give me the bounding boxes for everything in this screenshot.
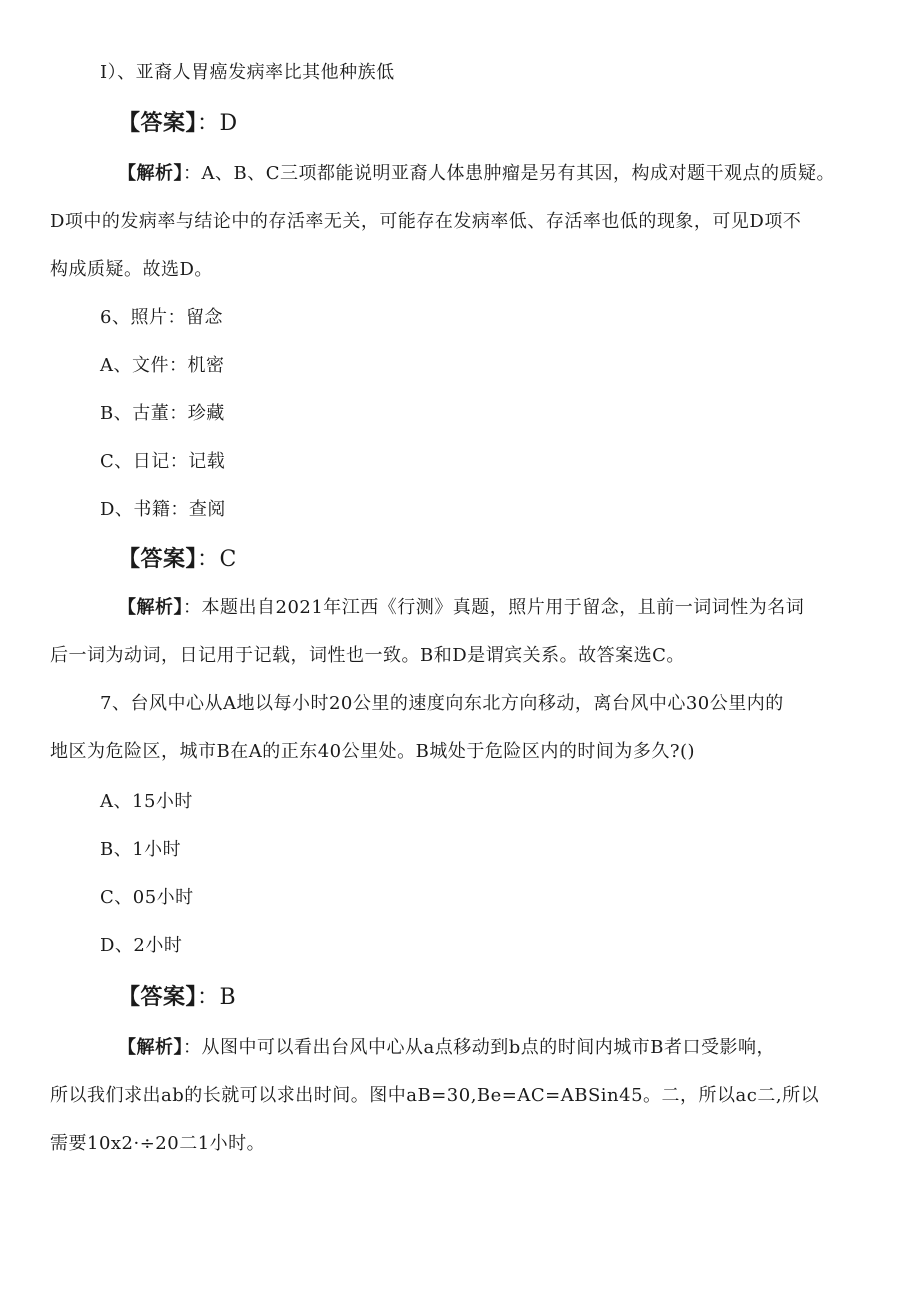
- q7-stem-line-2: 地区为危险区，城市B在A的正东40公里处。B城处于危险区内的时间为多久?(): [50, 741, 696, 762]
- analysis-label: 【解析】: [118, 1037, 183, 1058]
- q6-option-d: D、书籍：查阅: [100, 499, 226, 520]
- analysis-text: ：本题出自2021年江西《行测》真题，照片用于留念，且前一词词性为名词: [183, 597, 805, 618]
- q6-option-c: C、日记：记载: [100, 451, 226, 472]
- q7-analysis-line-3: 需要10x2·÷20二1小时。: [50, 1133, 266, 1154]
- q7-stem-line-1: 7、台风中心从A地以每小时20公里的速度向东北方向移动，离台风中心30公里内的: [100, 693, 784, 714]
- answer-label: 【答案】: [118, 111, 198, 136]
- answer-value: ：D: [197, 111, 238, 136]
- answer-label: 【答案】: [118, 547, 198, 572]
- analysis-label: 【解析】: [118, 597, 183, 618]
- q7-option-d: D、2小时: [100, 935, 183, 956]
- q5-option-d: I）、亚裔人胃癌发病率比其他种族低: [100, 62, 395, 83]
- q7-option-c: C、05小时: [100, 887, 194, 908]
- q6-option-b: B、古董：珍藏: [100, 403, 225, 424]
- q5-analysis-line-2: D项中的发病率与结论中的存活率无关，可能存在发病率低、存活率也低的现象，可见D项不: [50, 211, 802, 232]
- q5-analysis-line-3: 构成质疑。故选D。: [50, 259, 213, 280]
- q7-option-b: B、1小时: [100, 839, 182, 860]
- analysis-label: 【解析】: [118, 163, 183, 184]
- q6-answer: [118, 548, 237, 572]
- q7-option-a: A、15小时: [100, 791, 193, 812]
- q6-analysis-line-1: [118, 596, 804, 620]
- q6-analysis-line-2: 后一词为动词，日记用于记载，词性也一致。B和D是谓宾关系。故答案选C。: [50, 645, 685, 666]
- q7-analysis-line-1: [118, 1036, 775, 1060]
- analysis-text: ：A、B、C三项都能说明亚裔人体患肿瘤是另有其因，构成对题干观点的质疑。: [183, 163, 835, 184]
- q6-option-a: A、文件：机密: [100, 355, 225, 376]
- q6-stem: 6、照片：留念: [100, 307, 223, 328]
- answer-label: 【答案】: [118, 985, 198, 1010]
- analysis-text: ：从图中可以看出台风中心从a点移动到b点的时间内城市B者口受影响，: [183, 1037, 775, 1058]
- q7-answer: [118, 986, 236, 1010]
- answer-value: ：B: [197, 985, 237, 1010]
- q7-analysis-line-2: 所以我们求出ab的长就可以求出时间。图中aB=30,Be=AC=ABSin45。二，所以ac二,所以: [50, 1085, 820, 1106]
- answer-value: ：C: [197, 547, 237, 572]
- q5-analysis-line-1: [118, 162, 835, 186]
- q5-answer: [118, 112, 238, 136]
